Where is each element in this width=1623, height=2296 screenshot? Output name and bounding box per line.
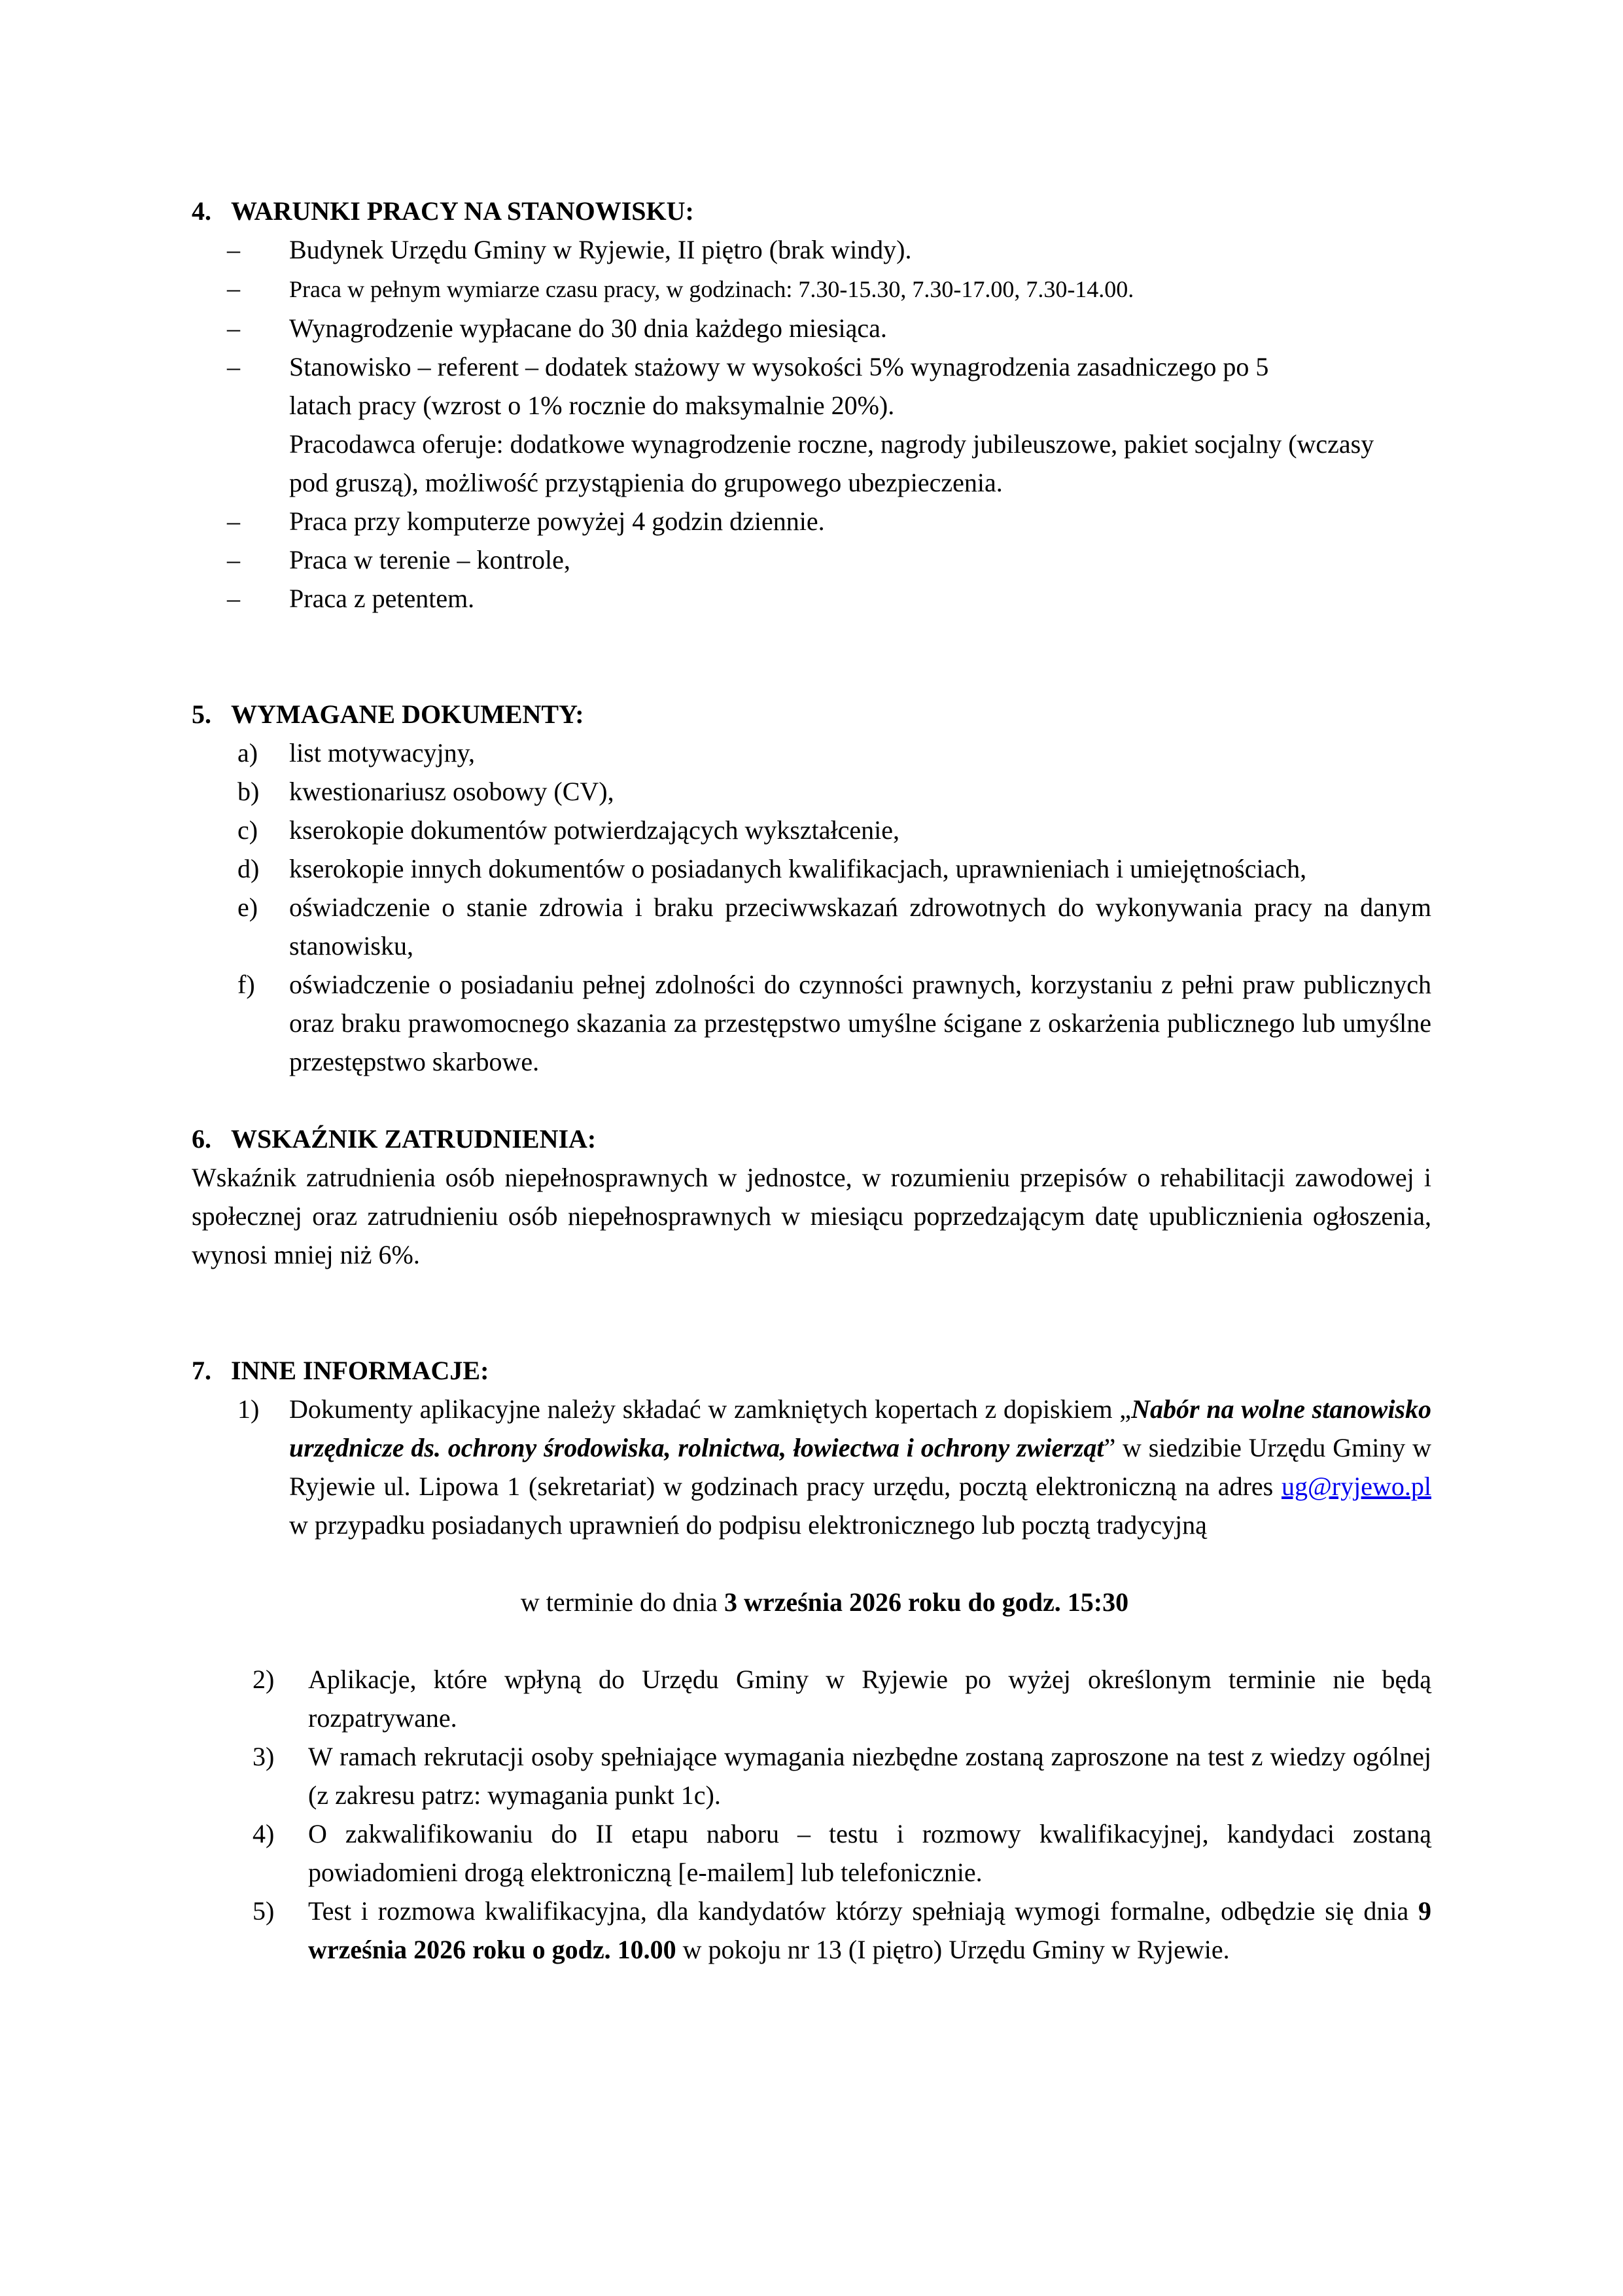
list-marker: b)	[237, 777, 260, 806]
section-7-heading	[192, 1351, 1431, 1390]
list-item: 4) O zakwalifikowaniu do II etapu naboru – testu i rozmowy kwalifikacyjnej, kandydaci zostaną powiadomieni drogą elektroniczną [e-mailem] lub telefonicznie.	[192, 1814, 1431, 1892]
list-marker: f)	[237, 970, 255, 999]
list-marker: c)	[237, 815, 258, 845]
section-7	[192, 1351, 1431, 1969]
list-item: 5) Test i rozmowa kwalifikacyjna, dla kandydatów którzy spełniają wymogi formalne, odbędzie się dnia 9 września 2026 roku o godz. 10.00 w pokoju nr 13 (I piętro) Urzędu Gminy w Ryjewie.	[192, 1892, 1431, 1969]
list-marker: a)	[237, 738, 258, 768]
dash-marker: –	[227, 352, 240, 381]
section-4-heading	[192, 192, 1431, 230]
employment-rate-text: Wskaźnik zatrudnienia osób niepełnosprawnych w jednostce, w rozumieniu przepisów o rehabilitacji zawodowej i społecznej oraz zatrudnieniu osób niepełnosprawnych w miesiącu poprzedzającym datę upublicznienia ogłoszenia, wynosi mniej niż 6%.	[192, 1163, 1431, 1269]
list-item: c) kserokopie dokumentów potwierdzających wykształcenie,	[192, 811, 1431, 849]
list-marker: d)	[237, 854, 260, 883]
deadline-line: w terminie do dnia 3 września 2026 roku do godz. 15:30	[520, 1587, 1129, 1617]
list-marker: e)	[237, 892, 258, 922]
dash-marker: –	[227, 313, 240, 343]
list-item: 2) Aplikacje, które wpłyną do Urzędu Gminy w Ryjewie po wyżej określonym terminie nie będą rozpatrywane.	[192, 1660, 1431, 1737]
list-item: a) list motywacyjny,	[192, 733, 1431, 772]
section-6-heading	[192, 1120, 1431, 1158]
list-item: – Praca w pełnym wymiarze czasu pracy, w godzinach: 7.30-15.30, 7.30-17.00, 7.30-14.00.	[192, 269, 1431, 309]
email-link[interactable]: ug@ryjewo.pl	[1281, 1472, 1431, 1501]
list-item: – Praca z petentem.	[192, 579, 1431, 618]
section-title: WYMAGANE DOKUMENTY:	[231, 699, 584, 729]
list-marker: 1)	[237, 1394, 260, 1424]
application-envelope-label: Nabór na wolne stanowisko urzędnicze ds. ochrony środowiska, rolnictwa, łowiectwa i ochrony zwierząt	[289, 1394, 1431, 1462]
dash-marker: –	[227, 545, 240, 574]
section-number: 6.	[192, 1124, 211, 1154]
list-item: 1) Dokumenty aplikacyjne należy składać w zamkniętych kopertach z dopiskiem „Nabór na wolne stanowisko urzędnicze ds. ochrony środowiska, rolnictwa, łowiectwa i ochrony zwierząt” w siedzibie Urzędu Gminy w Ryjewie ul. Lipowa 1 (sekretariat) w godzinach pracy urzędu, pocztą elektroniczną na adres ug@ryjewo.pl w przypadku posiadanych uprawnień do podpisu elektronicznego lub pocztą tradycyjną	[192, 1390, 1431, 1544]
list-marker: 3)	[253, 1742, 275, 1771]
section-title: WSKAŹNIK ZATRUDNIENIA:	[231, 1124, 597, 1154]
list-item: f) oświadczenie o posiadaniu pełnej zdolności do czynności prawnych, korzystaniu z pełni praw publicznych oraz braku prawomocnego skazania za przestępstwo umyślne ścigane z oskarżenia publicznego lub umyślne przestępstwo skarbowe.	[192, 965, 1431, 1081]
list-marker: 4)	[253, 1819, 275, 1848]
deadline-date: 3 września 2026 roku do godz. 15:30	[724, 1587, 1129, 1617]
section-number: 7.	[192, 1356, 211, 1385]
section-number: 4.	[192, 196, 211, 226]
employer-offer: Pracodawca oferuje: dodatkowe wynagrodzenie roczne, nagrody jubileuszowe, pakiet socjalny (wczasy pod gruszą), możliwość przystąpienia do grupowego ubezpieczenia.	[289, 429, 1374, 497]
list-item: – Praca w terenie – kontrole,	[192, 540, 1431, 579]
list-item: 3) W ramach rekrutacji osoby spełniające wymagania niezbędne zostaną zaproszone na test z wiedzy ogólnej (z zakresu patrz: wymagania punkt 1c).	[192, 1737, 1431, 1814]
dash-marker: –	[227, 506, 240, 536]
list-item: – Budynek Urzędu Gminy w Ryjewie, II piętro (brak windy).	[192, 230, 1431, 269]
dash-marker: –	[227, 235, 240, 264]
section-5	[192, 695, 1431, 1081]
section-4	[192, 192, 1431, 618]
dash-marker: –	[227, 274, 240, 303]
section-number: 5.	[192, 699, 211, 729]
section-title: WARUNKI PRACY NA STANOWISKU:	[231, 196, 694, 226]
list-marker: 2)	[253, 1665, 275, 1694]
interview-date: 9 września 2026 roku o godz. 10.00	[308, 1896, 1431, 1964]
list-marker: 5)	[253, 1896, 275, 1926]
list-item: – Wynagrodzenie wypłacane do 30 dnia każdego miesiąca.	[192, 309, 1431, 347]
list-item: – Praca przy komputerze powyżej 4 godzin dziennie.	[192, 502, 1431, 540]
section-6	[192, 1120, 1431, 1274]
list-item: – Stanowisko – referent – dodatek stażowy w wysokości 5% wynagrodzenia zasadniczego po 5 latach pracy (wzrost o 1% rocznie do maksymalnie 20%).	[192, 347, 1431, 425]
section-5-heading	[192, 695, 1431, 733]
section-title: INNE INFORMACJE:	[231, 1356, 489, 1385]
list-item: e) oświadczenie o stanie zdrowia i braku przeciwwskazań zdrowotnych do wykonywania pracy na danym stanowisku,	[192, 888, 1431, 965]
list-item: d) kserokopie innych dokumentów o posiadanych kwalifikacjach, uprawnieniach i umiejętnościach,	[192, 849, 1431, 888]
dash-marker: –	[227, 584, 240, 613]
list-item: b) kwestionariusz osobowy (CV),	[192, 772, 1431, 811]
